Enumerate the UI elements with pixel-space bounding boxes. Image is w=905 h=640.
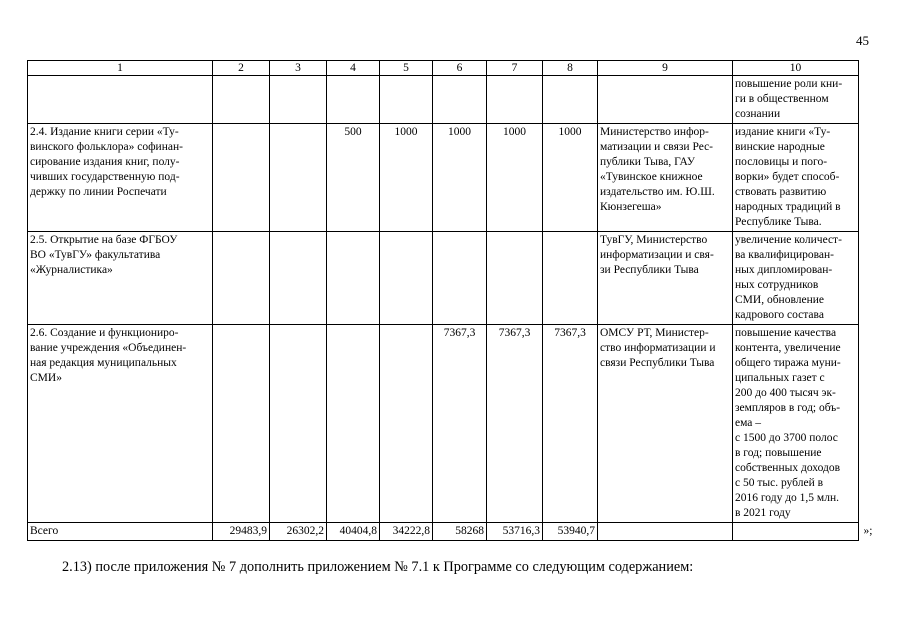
cell (213, 76, 270, 124)
cell-line: СМИ, обновление (735, 294, 824, 306)
cell-value (270, 124, 327, 232)
cell-line: винского фольклора» софинан- (30, 141, 183, 153)
cell-line: ных дипломирован- (735, 264, 833, 276)
cell-line: ных сотрудников (735, 279, 819, 291)
cell-value (270, 325, 327, 523)
cell-line: с 1500 до 3700 полос (735, 432, 838, 444)
header-cell: 4 (327, 61, 380, 76)
cell-line: информатизации и свя- (600, 249, 714, 261)
spacer-cell (859, 325, 875, 523)
cell-measure (28, 124, 213, 232)
cell-line: «Журналистика» (30, 264, 113, 276)
cell-line: 2.6. Создание и функциониро- (30, 327, 179, 339)
cell-result (733, 232, 859, 325)
cell-line: с 50 тыс. рублей в (735, 477, 824, 489)
total-executor (598, 523, 733, 541)
cell-value: 7367,3 (433, 325, 487, 523)
cell-line: матизации и связи Рес- (600, 141, 714, 153)
cell-executor (598, 124, 733, 232)
cell-line: пословицы и пого- (735, 156, 828, 168)
total-label: Всего (28, 523, 213, 541)
cell-line: в 2021 году (735, 507, 791, 519)
cell (543, 76, 598, 124)
cell-line: 2016 году до 1,5 млн. (735, 492, 839, 504)
cell-line: кадрового состава (735, 309, 824, 321)
cell-line: ствовать развитию (735, 186, 827, 198)
cell-line: повышение роли кни- (735, 78, 843, 90)
total-value: 53716,3 (487, 523, 543, 541)
cell-value (213, 232, 270, 325)
header-cell: 1 (28, 61, 213, 76)
header-cell: 8 (543, 61, 598, 76)
cell-line: 200 до 400 тысяч эк- (735, 387, 836, 399)
cell-line: собственных доходов (735, 462, 841, 474)
spacer-cell (859, 124, 875, 232)
cell-line: издательство им. Ю.Ш. (600, 186, 715, 198)
cell (270, 76, 327, 124)
cell (433, 76, 487, 124)
cell-value (487, 232, 543, 325)
cell-line: ва квалифицирован- (735, 249, 835, 261)
table-row (28, 124, 875, 232)
cell-value: 1000 (380, 124, 433, 232)
cell-measure (28, 325, 213, 523)
cell-line: держку по линии Роспечати (30, 186, 167, 198)
cell (380, 76, 433, 124)
cell-measure (28, 232, 213, 325)
cell-line: ТувГУ, Министерство (600, 234, 708, 246)
cell-value (543, 232, 598, 325)
cell-result (733, 325, 859, 523)
spacer-cell (859, 76, 875, 124)
cell-line: народных традиций в (735, 201, 841, 213)
total-value: 40404,8 (327, 523, 380, 541)
closing-mark: »; (863, 524, 873, 537)
header-cell: 3 (270, 61, 327, 76)
cell-line: ная редакция муниципальных (30, 357, 177, 369)
cell-line: вание учреждения «Объединен- (30, 342, 187, 354)
cell-executor (598, 325, 733, 523)
header-cell: 7 (487, 61, 543, 76)
cell-line: зи Республики Тыва (600, 264, 699, 276)
closing-quote (859, 523, 875, 541)
cell-value (380, 232, 433, 325)
cell-value (213, 124, 270, 232)
cell-executor (598, 76, 733, 124)
cell-line: «Тувинское книжное (600, 171, 703, 183)
footer-text: 2.13) после приложения № 7 дополнить приложением № 7.1 к Программе со следующим содержанием: (62, 559, 694, 575)
header-cell: 10 (733, 61, 859, 76)
cell-line: повышение качества (735, 327, 837, 339)
cell-line: винские народные (735, 141, 825, 153)
cell-line: земпляров в год; объ- (735, 402, 841, 414)
cell-value: 7367,3 (487, 325, 543, 523)
cell-value: 1000 (433, 124, 487, 232)
total-value: 34222,8 (380, 523, 433, 541)
cell-line: ОМСУ РТ, Министер- (600, 327, 709, 339)
cell-line: связи Республики Тыва (600, 357, 715, 369)
cell-line: Министерство инфор- (600, 126, 709, 138)
cell-value (433, 232, 487, 325)
cell-value: 500 (327, 124, 380, 232)
cell-value: 1000 (487, 124, 543, 232)
cell (327, 76, 380, 124)
cell-line: ворки» будет способ- (735, 171, 840, 183)
table-row (28, 232, 875, 325)
cell-line: сирование издания книг, полу- (30, 156, 180, 168)
cell-value: 7367,3 (543, 325, 598, 523)
table-row (28, 325, 875, 523)
cell-line: увеличение количест- (735, 234, 842, 246)
cell (487, 76, 543, 124)
cell-value: 1000 (543, 124, 598, 232)
table-row (28, 76, 875, 124)
cell-line: ство информатизации и (600, 342, 716, 354)
cell-value (327, 325, 380, 523)
total-value: 53940,7 (543, 523, 598, 541)
cell-line: Республике Тыва. (735, 216, 822, 228)
cell-line: ВО «ТувГУ» факультатива (30, 249, 161, 261)
programme-table (27, 60, 875, 541)
cell-executor (598, 232, 733, 325)
cell-line: 2.4. Издание книги серии «Ту- (30, 126, 179, 138)
cell-line: публики Тыва, ГАУ (600, 156, 695, 168)
cell-value (270, 232, 327, 325)
cell-value (213, 325, 270, 523)
total-value: 26302,2 (270, 523, 327, 541)
cell-line: чивших государственную под- (30, 171, 180, 183)
spacer-cell (859, 232, 875, 325)
cell-line: 2.5. Открытие на базе ФГБОУ (30, 234, 178, 246)
cell-line: издание книги «Ту- (735, 126, 831, 138)
cell-measure (28, 76, 213, 124)
cell-line: сознании (735, 108, 781, 120)
cell-line: ципальных газет с (735, 372, 825, 384)
table-total-row (28, 523, 875, 541)
header-cell: 2 (213, 61, 270, 76)
total-result (733, 523, 859, 541)
header-cell: 5 (380, 61, 433, 76)
spacer-cell (859, 61, 875, 76)
cell-line: в год; повышение (735, 447, 822, 459)
header-cell: 6 (433, 61, 487, 76)
total-value: 29483,9 (213, 523, 270, 541)
cell-value (327, 232, 380, 325)
cell-line: Кюнзегеша» (600, 201, 662, 213)
cell-line: ги в общественном (735, 93, 829, 105)
cell-line: СМИ» (30, 372, 62, 384)
total-value: 58268 (433, 523, 487, 541)
cell-value (380, 325, 433, 523)
cell-result (733, 124, 859, 232)
cell-line: контента, увеличение (735, 342, 841, 354)
header-cell: 9 (598, 61, 733, 76)
cell-line: общего тиража муни- (735, 357, 841, 369)
cell-result (733, 76, 859, 124)
table-header-row (28, 61, 875, 76)
cell-line: ема – (735, 417, 762, 429)
page-number: 45 (856, 33, 869, 48)
